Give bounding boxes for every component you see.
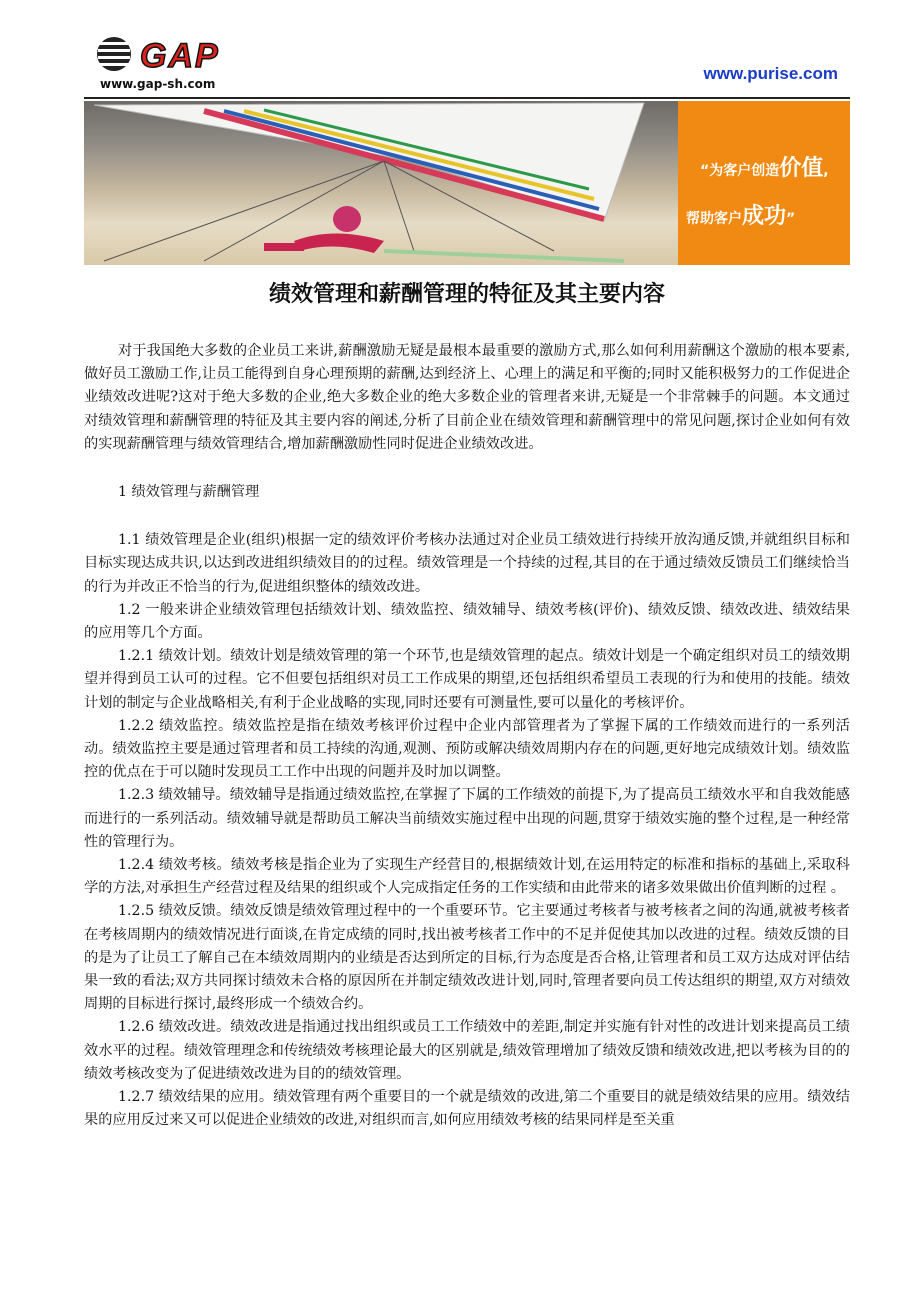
slogan-line-1-text: 为客户创造 [709, 163, 780, 179]
svg-text:GAP: GAP [140, 37, 220, 75]
paragraph-1-2-7: 1.2.7 绩效结果的应用。绩效管理有两个重要目的一个就是绩效的改进,第二个重要目的就是绩效结果的应用。绩效结果的应用反过来又可以促进企业绩效的改进,对组织而言,如何应用绩效考核的结果同样是至关重 [84, 1089, 850, 1129]
article-body [84, 340, 850, 1133]
slogan-line-2-text: 帮助客户 [686, 211, 742, 227]
site-url-link[interactable]: www.purise.com [703, 64, 838, 83]
paragraph-1-2-4: 1.2.4 绩效考核。绩效考核是指企业为了实现生产经营目的,根据绩效计划,在运用特定的标准和指标的基础上,采取科学的方法,对承担生产经营过程及结果的组织或个人完成指定任务的工作实绩和由此带来的诸多效果做出价值判断的过程 。 [84, 857, 850, 897]
banner [84, 101, 850, 265]
paragraph-1-2: 1.2 一般来讲企业绩效管理包括绩效计划、绩效监控、绩效辅导、绩效考核(评价)、绩效反馈、绩效改进、绩效结果的应用等几个方面。 [84, 601, 850, 642]
section-heading: 1 绩效管理与薪酬管理 [118, 484, 260, 501]
gap-logo-graphic [94, 30, 244, 80]
paragraph-1-2-2: 1.2.2 绩效监控。绩效监控是指在绩效考核评价过程中企业内部管理者为了掌握下属的工作绩效而进行的一系列活动。绩效监控主要是通过管理者和员工持续的沟通,观测、预防或解决绩效周期内存在的问题,更好地完成绩效计划。绩效监控的优点在于可以随时发现员工工作中出现的问题并及时加以调整。 [84, 717, 850, 781]
hang-glider-photo [84, 101, 678, 265]
paragraph-1-1: 1.1 绩效管理是企业(组织)根据一定的绩效评价考核办法通过对企业员工绩效进行持续开放沟通反馈,并就组织目标和目标实现达成共识,以达到改进组织绩效目的的过程。绩效管理是一个持续的过程,其目的在于通过绩效反馈员工们继续恰当的行为并改正不恰当的行为,促进组织整体的绩效改进。 [84, 532, 850, 595]
article-title: 绩效管理和薪酬管理的特征及其主要内容 [268, 282, 665, 307]
slogan-line-1: “为客户创造价值, [700, 156, 829, 181]
slogan-line-2: 帮助客户成功” [686, 204, 796, 229]
logo-url[interactable]: www.gap-sh.com [100, 77, 216, 91]
page-header [84, 22, 850, 100]
slogan-box [678, 101, 850, 265]
paragraph-1-2-5: 1.2.5 绩效反馈。绩效反馈是绩效管理过程中的一个重要环节。它主要通过考核者与被考核者之间的沟通,就被考核者在考核周期内的绩效情况进行面谈,在肯定成绩的同时,找出被考核者工作中的不足并促使其加以改进的过程。绩效反馈的目的是为了让员工了解自己在本绩效周期内的业绩是否达到所定的目标,行为态度是否合格,让管理者和员工双方达成对评估结果一致的看法;双方共同探讨绩效未合格的原因所在并制定绩效改进计划,同时,管理者要向员工传达组织的期望,双方对绩效周期的目标进行探讨,最终形成一个绩效合约。 [84, 903, 850, 1013]
intro-paragraph: 对于我国绝大多数的企业员工来讲,薪酬激励无疑是最根本最重要的激励方式,那么如何利用薪酬这个激励的根本要素,做好员工激励工作,让员工能得到自身心理预期的薪酬,达到经济上、心理上的满足和平衡的;同时又能积极努力的工作促进企业绩效改进呢?这对于绝大多数的企业,绝大多数企业的绝大多数企业的管理者来讲,无疑是一个非常棘手的问题。本文通过对绩效管理和薪酬管理的特征及其主要内容的阐述,分析了目前企业在绩效管理和薪酬管理中的常见问题,探讨企业如何有效的实现薪酬管理与绩效管理结合,增加薪酬激励性同时促进企业绩效改进。 [84, 343, 850, 452]
slogan-line-1-emphasis: 价值 [779, 156, 824, 181]
paragraph-1-2-6: 1.2.6 绩效改进。绩效改进是指通过找出组织或员工工作绩效中的差距,制定并实施有针对性的改进计划来提高员工绩效水平的过程。绩效管理理念和传统绩效考核理论最大的区别就是,绩效管理增加了绩效反馈和绩效改进,把以考核为目的的绩效考核改变为了促进绩效改进为目的的绩效管理。 [84, 1019, 850, 1082]
paragraph-1-2-1: 1.2.1 绩效计划。绩效计划是绩效管理的第一个环节,也是绩效管理的起点。绩效计划是一个确定组织对员工的绩效期望并得到员工认可的过程。它不但要包括组织对员工工作成果的期望,还包括组织希望员工表现的行为和使用的技能。绩效计划的制定与企业战略相关,有利于企业战略的实现,同时还要有可测量性,要可以量化的考核评价。 [84, 648, 850, 711]
paragraph-1-2-3: 1.2.3 绩效辅导。绩效辅导是指通过绩效监控,在掌握了下属的工作绩效的前提下,为了提高员工绩效水平和自我效能感而进行的一系列活动。绩效辅导就是帮助员工解决当前绩效实施过程中出现的问题,贯穿于绩效实施的整个过程,是一种经常性的管理行为。 [84, 787, 850, 850]
header-divider [84, 97, 850, 99]
slogan-line-2-emphasis: 成功 [742, 204, 787, 229]
